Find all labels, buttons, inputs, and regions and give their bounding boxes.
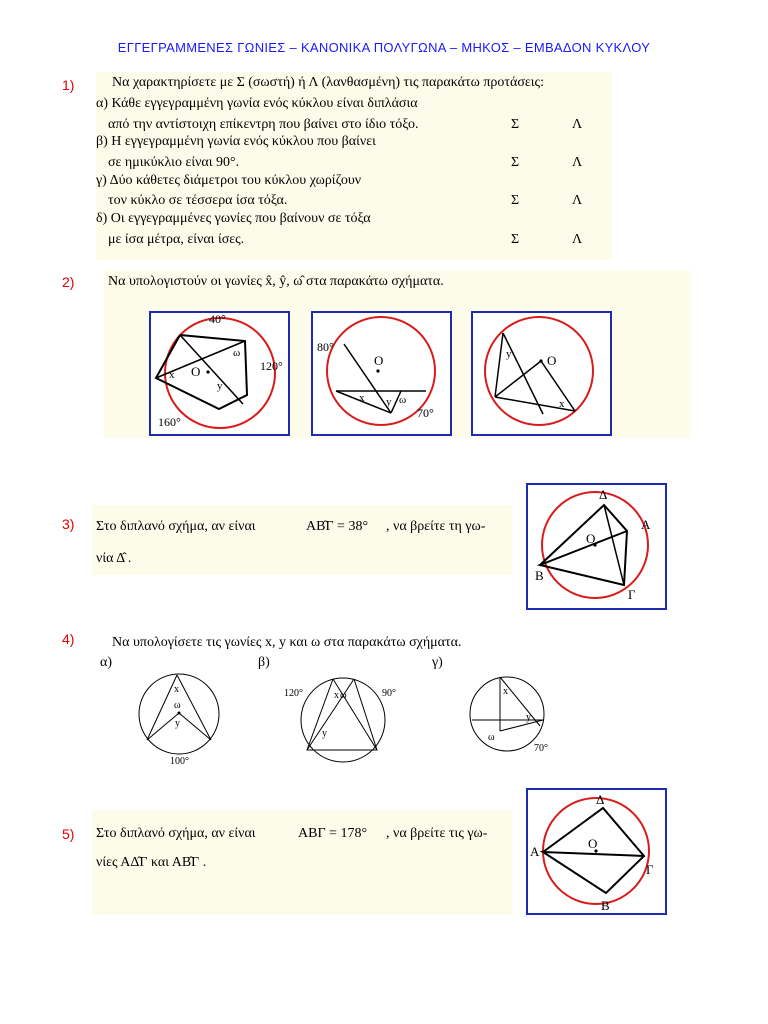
q3-figure-drawing bbox=[528, 485, 665, 608]
q1-c-false-option[interactable]: Λ bbox=[572, 193, 583, 208]
q1-b-true-option[interactable]: Σ bbox=[511, 155, 520, 170]
left-arc-label: 120° bbox=[284, 688, 303, 699]
center-label: O bbox=[547, 353, 557, 368]
center-label: Ο bbox=[586, 531, 596, 546]
q2-figure-1 bbox=[149, 311, 290, 436]
chord bbox=[344, 344, 391, 413]
q1-intro: Να χαρακτηρίσετε με Σ (σωστή) ή Λ (λανθασμένη) τις παρακάτω προτάσεις: bbox=[112, 75, 544, 90]
q1-item-a-line2: από την αντίστοιχη επίκεντρη που βαίνει στο ίδιο τόξο. bbox=[108, 117, 419, 132]
q5-formula: ΑΒΓ = 178° bbox=[298, 826, 368, 841]
center-label: Ο bbox=[588, 836, 598, 851]
q3-text-a: Στο διπλανό σχήμα, αν είναι bbox=[96, 519, 256, 534]
w-label: ω bbox=[174, 700, 181, 711]
right-arc-label: 90° bbox=[382, 688, 396, 699]
vertex-b-label: Β bbox=[601, 898, 610, 913]
q4-question: Να υπολογίσετε τις γωνίες x, y και ω στα παρακάτω σχήματα. bbox=[112, 635, 462, 650]
vertex-d-label: Δ bbox=[596, 792, 605, 807]
y-label: y bbox=[506, 348, 512, 360]
center-dot bbox=[376, 369, 379, 372]
q5-figure bbox=[526, 788, 667, 915]
bottom-arc-label: 160° bbox=[158, 415, 181, 429]
q5-text-a: Στο διπλανό σχήμα, αν είναι bbox=[96, 826, 256, 841]
top-arc-label: 40° bbox=[209, 313, 226, 326]
q2-figure-2 bbox=[311, 311, 452, 436]
w-label: ω bbox=[488, 732, 495, 743]
q1-item-d-line2: με ίσα μέτρα, είναι ίσες. bbox=[108, 232, 245, 247]
q5-figure-drawing bbox=[528, 790, 665, 913]
q5-text-b: , να βρείτε τις γω- bbox=[386, 826, 488, 841]
q1-d-false-option[interactable]: Λ bbox=[572, 232, 583, 247]
bottom-arc-label: 70° bbox=[417, 406, 434, 420]
q3-number: 3) bbox=[62, 516, 75, 532]
q4-figure-b bbox=[276, 676, 412, 768]
q2-figure-3 bbox=[471, 311, 612, 436]
chord bbox=[541, 361, 575, 411]
q5-text-c: νίες ΑΔ̂Γ και ΑΒ̂Γ . bbox=[96, 855, 207, 870]
y-label: y bbox=[217, 380, 223, 392]
w-label: ω bbox=[340, 690, 347, 701]
q2-figure-3-drawing bbox=[473, 313, 610, 434]
q1-c-true-option[interactable]: Σ bbox=[511, 193, 520, 208]
vertex-a-label: Α bbox=[530, 844, 540, 859]
q2-figure-2-drawing bbox=[313, 313, 450, 434]
x-label: x bbox=[169, 369, 175, 381]
q5-number: 5) bbox=[62, 826, 75, 842]
q1-item-c-line1: γ) Δύο κάθετες διάμετροι του κύκλου χωρίζουν bbox=[96, 173, 362, 188]
right-arc-label: 120° bbox=[260, 359, 283, 373]
center-dot bbox=[206, 370, 209, 373]
vertex-g-label: Γ bbox=[628, 587, 636, 602]
q4-label-b: β) bbox=[258, 655, 270, 670]
q1-d-true-option[interactable]: Σ bbox=[511, 232, 520, 247]
q1-item-c-line2: τον κύκλο σε τέσσερα ίσα τόξα. bbox=[108, 193, 288, 208]
x-label: x bbox=[559, 398, 565, 410]
top-arc-label: 80° bbox=[317, 340, 334, 354]
x-label: x bbox=[359, 392, 365, 404]
q3-formula: ΑΒ̂Γ = 38° bbox=[306, 519, 369, 534]
y-label: y bbox=[386, 396, 392, 408]
circle bbox=[485, 317, 593, 425]
q3-text-b: , να βρείτε τη γω- bbox=[386, 519, 486, 534]
vertex-d-label: Δ bbox=[599, 487, 608, 502]
q1-item-b-line2: σε ημικύκλιο είναι 90°. bbox=[108, 155, 240, 170]
q1-item-a-line1: α) Κάθε εγγεγραμμένη γωνία ενός κύκλου είναι διπλάσια bbox=[96, 96, 418, 111]
q3-figure bbox=[526, 483, 667, 610]
arc-label: 70° bbox=[534, 743, 548, 754]
arc-label: 100° bbox=[170, 756, 189, 767]
x-label: x bbox=[174, 684, 179, 695]
page-title: ΕΓΓΕΓΡΑΜΜΕΝΕΣ ΓΩΝΙΕΣ – ΚΑΝΟΝΙΚΑ ΠΟΛΥΓΩΝΑ – ΜΗΚΟΣ – ΕΜΒΑΔΟΝ ΚΥΚΛΟΥ bbox=[117, 40, 651, 55]
q4-figure-c bbox=[468, 672, 564, 756]
q1-a-false-option[interactable]: Λ bbox=[572, 117, 583, 132]
chord bbox=[500, 720, 543, 731]
q1-number: 1) bbox=[62, 77, 75, 93]
center-dot bbox=[178, 712, 181, 715]
chord bbox=[495, 361, 541, 397]
vertex-g-label: Γ bbox=[646, 862, 654, 877]
q2-number: 2) bbox=[62, 274, 75, 290]
w-label: ω bbox=[233, 347, 241, 359]
q4-label-a: α) bbox=[100, 655, 112, 670]
q2-question: Να υπολογιστούν οι γωνίες x̂, ŷ, ω̂ στα παρακάτω σχήματα. bbox=[108, 274, 444, 289]
chord bbox=[500, 677, 540, 726]
q2-figure-1-drawing bbox=[151, 313, 288, 434]
chord bbox=[495, 333, 503, 397]
x-label: x bbox=[334, 690, 339, 701]
center-label: O bbox=[374, 353, 384, 368]
x-label: x bbox=[503, 686, 508, 697]
center-dot bbox=[539, 359, 542, 362]
q3-text-c: νία Δ̂ . bbox=[96, 551, 132, 566]
vertex-b-label: Β bbox=[535, 568, 544, 583]
q3-panel bbox=[92, 505, 512, 575]
center-label: O bbox=[191, 364, 201, 379]
chord bbox=[179, 713, 211, 740]
w-label: ω bbox=[399, 394, 407, 406]
q1-item-b-line1: β) Η εγγεγραμμένη γωνία ενός κύκλου που βαίνει bbox=[96, 134, 376, 149]
y-label: y bbox=[526, 712, 531, 723]
q4-figure-a bbox=[130, 668, 230, 772]
q4-number: 4) bbox=[62, 631, 75, 647]
y-label: y bbox=[322, 728, 327, 739]
q4-label-c: γ) bbox=[432, 655, 443, 670]
vertex-a-label: Α bbox=[641, 517, 651, 532]
q1-item-d-line1: δ) Οι εγγεγραμμένες γωνίες που βαίνουν σε τόξα bbox=[96, 211, 371, 226]
y-label: y bbox=[175, 718, 180, 729]
q1-a-true-option[interactable]: Σ bbox=[511, 117, 520, 132]
q1-b-false-option[interactable]: Λ bbox=[572, 155, 583, 170]
